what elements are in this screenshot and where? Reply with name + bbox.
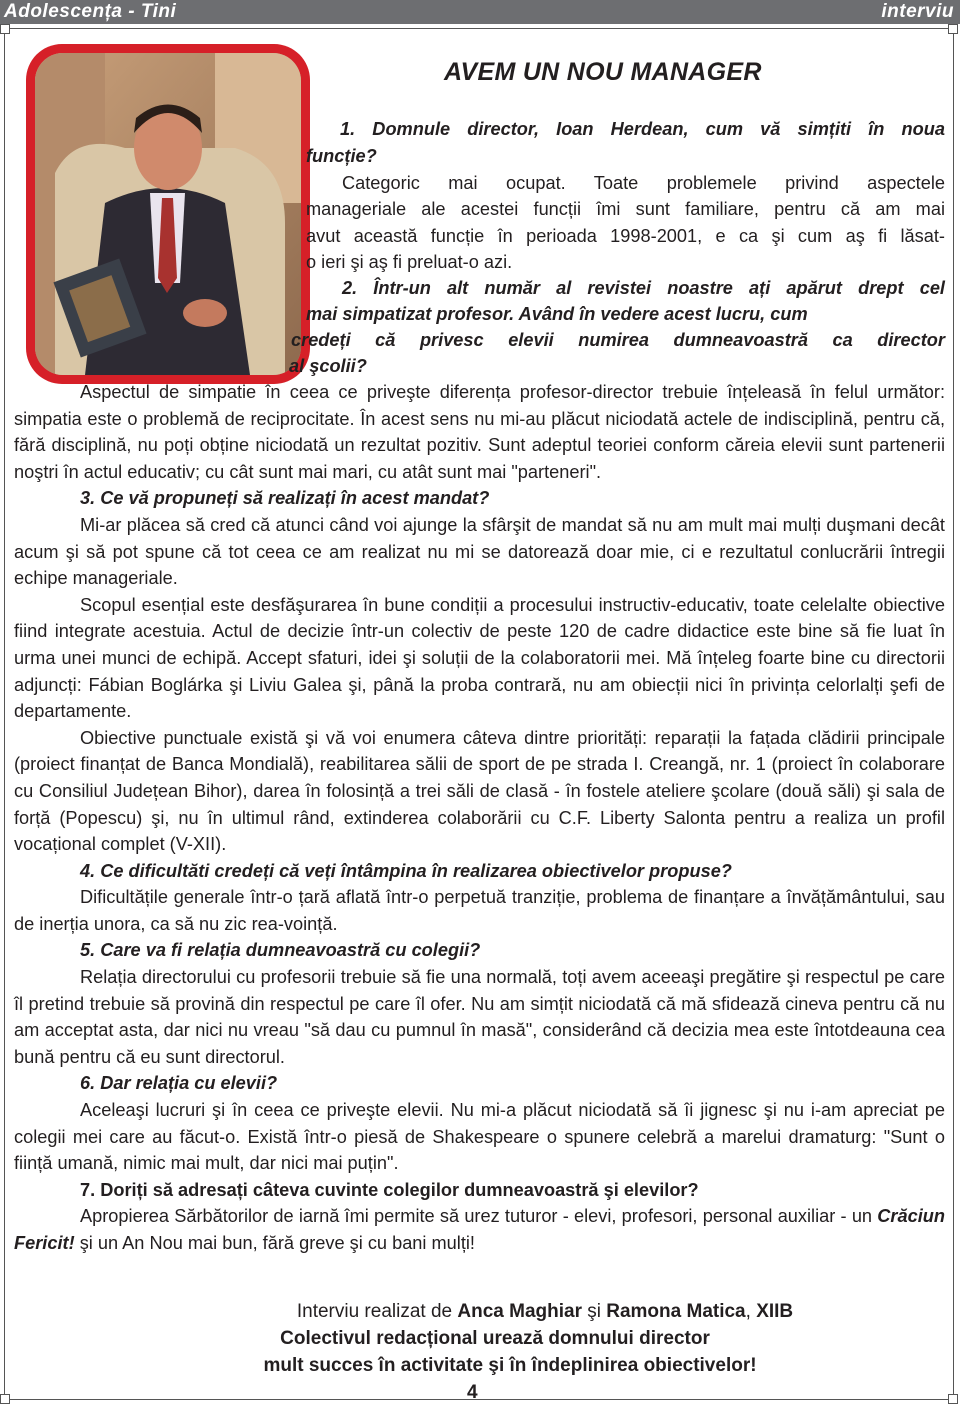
- question-1-line-1: 1. Domnule director, Ioan Herdean, cum vă simțiti în noua: [340, 119, 945, 139]
- corner-ornament: [0, 1394, 10, 1404]
- section-title: Adolescența - Tini: [4, 1, 177, 22]
- answer-6: Aceleaşi lucruri şi în ceea ce priveşte elevii. Nu mi-a plăcut niciodată să îi jignesc şi nu i-am apreciat pe colegii mei care au făcut-o. Există într-o piesă de Shakespeare o spunere celebră a marelui dramaturg: "Sunt o ființă umană, nimic mai mult, dar nici mai puțin".: [14, 1100, 945, 1174]
- answer-3-paragraph-2: Scopul esențial este desfăşurarea în bune condiții a procesului instructiv-educativ, toate celelalte obiective fiind integrate acestuia. Actul de decizie într-un colectiv de peste 120 de cadre didactice este bine să fie luat în urma unei munci de echipă. Accept sfaturi, idei şi soluții de la colaboratorii mei. Mă înțeleg foarte bine cu directorii adjuncți: Fábian Boglárka şi Liviu Galea şi, până la proba contrară, nu am obiecții nici în privința celorlalți şefi de departamente.: [14, 594, 945, 722]
- page-number: 4: [467, 1382, 478, 1403]
- question-1: [340, 116, 945, 143]
- question-6: 6. Dar relația cu elevii?: [80, 1073, 278, 1094]
- answer-7-text-pre: Apropierea Sărbătorilor de iarnă îmi permite să urez tuturor - elevi, profesori, personal auxiliar - un: [80, 1206, 878, 1227]
- question-2-cont2: [291, 327, 945, 354]
- question-2-cont: [306, 301, 945, 328]
- question-4: 4. Ce dificultăti credeți că veți întâmpina în realizarea obiectivelor propuse?: [80, 860, 732, 881]
- portrait-photo-frame: [26, 44, 310, 384]
- interview-credit: [0, 1298, 960, 1326]
- question-2-line-3: credeți că privesc elevii numirea dumneavoastră ca director: [291, 330, 945, 350]
- article-title: AVEM UN NOU MANAGER: [444, 58, 762, 86]
- credit-and: şi: [581, 1301, 607, 1322]
- credit-author-1: Anca Maghiar: [457, 1301, 582, 1322]
- credit-author-2: Ramona Matica: [606, 1301, 746, 1322]
- answer-3-paragraph-3: Obiective punctuale există şi vă voi enumera câteva dintre priorități: reparații la fațada clădirii principale (proiect finanțat de Banca Mondială), reabilitarea sălii de sport de pe strada I. Creangă, nr. 1 (proiect în colaborare cu Consiliul Județean Bihor), darea în folosință a trei săli de clasă - în fostele ateliere şcolare (două săli) şi sala de forță (Popescu) şi, nu în ultimul rând, extinderea colaborării cu C.F. Liberty Salonta pentru a realiza un profil vocațional complet (V-XII).: [14, 727, 945, 855]
- section-category: interviu: [881, 1, 954, 22]
- director-portrait-image: [35, 53, 301, 375]
- credit-separator: ,: [745, 1301, 757, 1322]
- corner-ornament: [0, 24, 10, 34]
- answer-1-line-4: o ieri şi aş fi preluat-o azi.: [306, 252, 513, 273]
- question-2-line-1: 2. Într-un alt număr al revistei noastre ați apărut drept cel: [342, 278, 945, 298]
- credit-class: XIIB: [756, 1301, 794, 1322]
- answer-4: Dificultățile generale într-o țară aflată într-o perpetuă tranziție, problema de finanțare a învățământului, sau de inerția unora, ca să nu zic rea-voință.: [14, 887, 945, 934]
- wishes-line-1: Colectivul redacțional urează domnului director: [280, 1328, 710, 1349]
- corner-ornament: [948, 1394, 958, 1404]
- question-1-cont: [306, 143, 377, 170]
- answer-1-line-3: avut această funcție în perioada 1998-2001, e ca şi cum aş fi lăsat-: [306, 225, 945, 246]
- question-2-cont3: [289, 353, 367, 380]
- answer-1-line-1: Categoric mai ocupat. Toate problemele privind aspectele: [342, 173, 945, 193]
- question-1-line-2: funcție?: [306, 146, 377, 166]
- answer-7-text-post: şi un An Nou mai bun, fără greve şi cu bani mulți!: [74, 1233, 475, 1253]
- answer-5: Relația directorului cu profesorii trebuie să fie una normală, toți avem aceeaşi pregătire şi respectul pe care îl pretind trebuie să provină din respectul pe care îl ofer. Nu am simțit niciodată că mă sfidează cineva pentru că nu am acceptat asta, dar nici nu vreau "să dau cu pumnul în masă", considerând că decizia mea este întotdeauna cea bună pentru că eu sunt directorul.: [14, 967, 945, 1067]
- question-2-line-4: al şcolii?: [289, 356, 367, 376]
- wishes-line-2: mult succes în activitate şi în îndeplinirea obiectivelor!: [263, 1355, 757, 1376]
- answer-7: [14, 1203, 945, 1256]
- question-5: 5. Care va fi relația dumneavoastră cu colegii?: [80, 940, 481, 961]
- question-3: 3. Ce vă propuneți să realizați în acest mandat?: [80, 488, 490, 509]
- answer-1: [342, 170, 945, 197]
- credit-prefix: Interviu realizat de: [296, 1301, 458, 1322]
- question-2-line-2: mai simpatizat profesor. Având în vedere acest lucru, cum: [306, 304, 808, 324]
- answer-3-paragraph-1: Mi-ar plăcea să cred că atunci când voi ajunge la sfârşit de mandat să nu am mult mai mulți duşmani decât acum şi să pot spune că tot ceea ce am realizat nu mi se datorează doar mie, ci e rezultatul conlucrării întregii echipe manageriale.: [14, 514, 945, 589]
- page-header-bar: [0, 0, 960, 24]
- answer-1-cont: [306, 196, 945, 276]
- answer-2: Aspectul de simpatie în ceea ce priveşte diferența profesor-director trebuie înțeleasă în felul următor: simpatia este o problemă de reciprocitate. În acest sens nu mi-au plăcut niciodată actele de indisciplină, pentru că, fără disciplină, nu poți obține niciodată un rezultat pozitiv. Sunt adeptul teoriei conform căreia elevii sunt partenerii noştri în actul educativ; cu cât sunt mai mari, cu atât sunt mai "parteneri".: [14, 382, 945, 482]
- answer-1-line-2: manageriale ale acestei funcții îmi sunt familiare, pentru că am mai: [306, 199, 945, 219]
- question-7: 7. Doriți să adresați câteva cuvinte colegilor dumneavoastră şi elevilor?: [80, 1179, 699, 1200]
- question-2: [342, 275, 945, 302]
- corner-ornament: [948, 24, 958, 34]
- portrait-photo: [35, 53, 301, 375]
- article-body: [14, 379, 945, 1257]
- answer-7-greeting: Crăciun Fericit!: [14, 1206, 945, 1253]
